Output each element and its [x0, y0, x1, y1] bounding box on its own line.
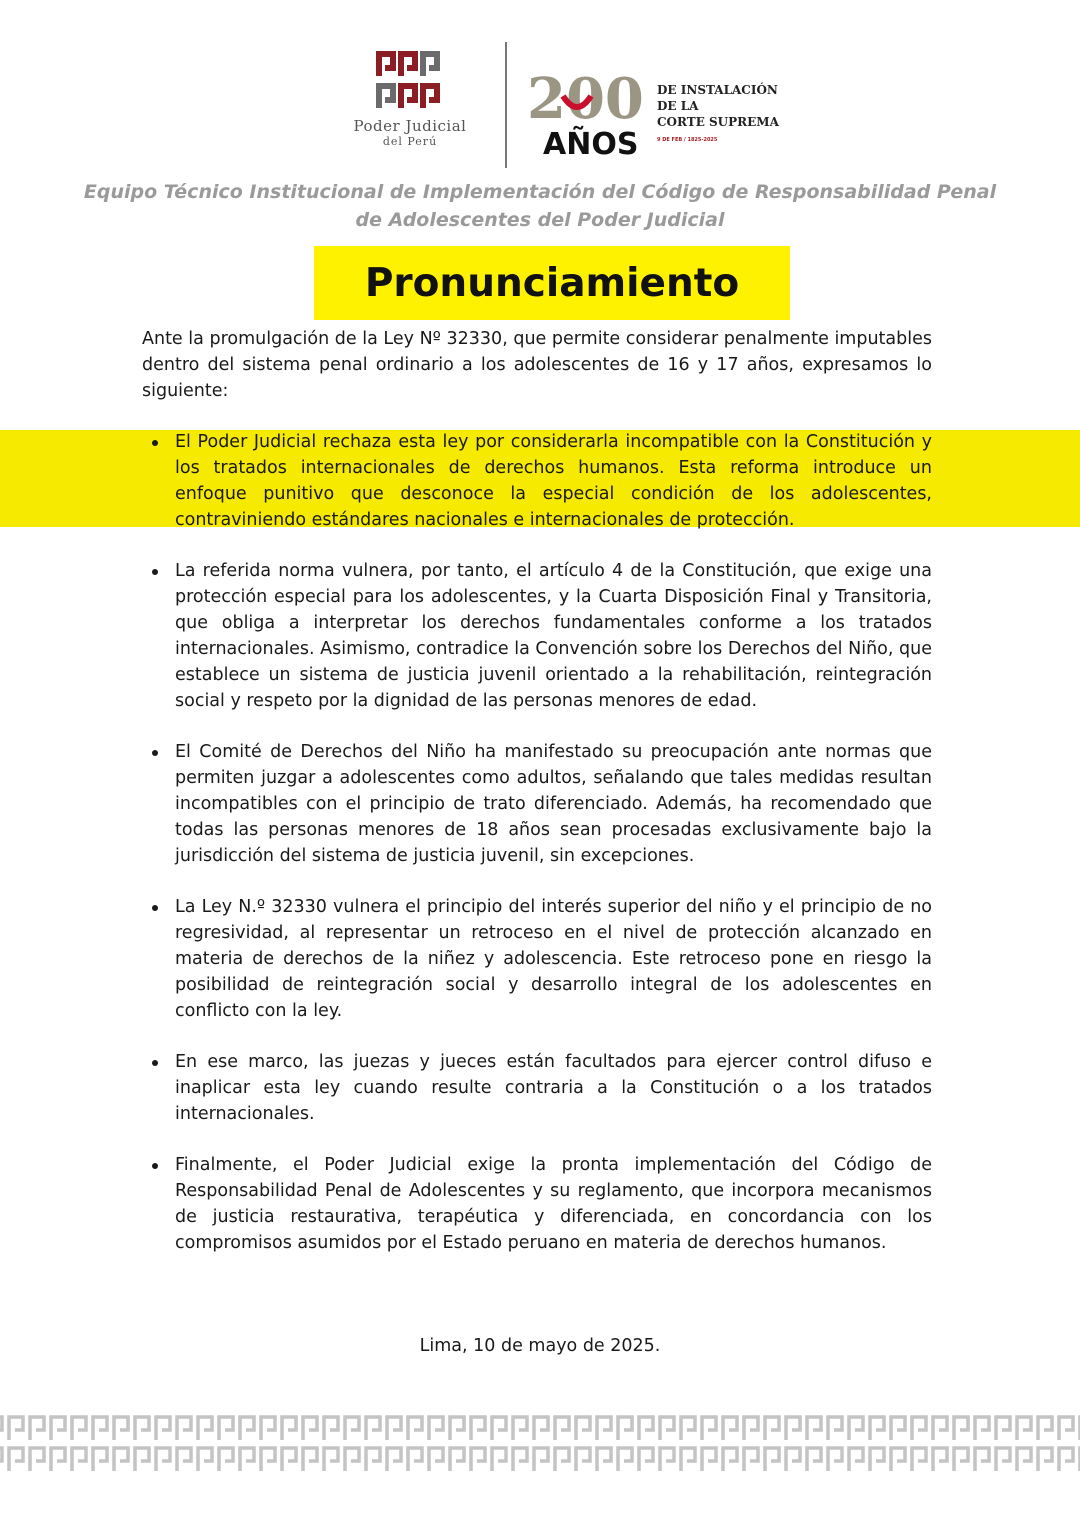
- closing-date: Lima, 10 de mayo de 2025.: [419, 1336, 661, 1356]
- title-banner: [314, 246, 790, 320]
- poder-judicial-emblem-icon: [375, 50, 445, 110]
- institution-name: Poder Judicial: [353, 117, 467, 135]
- poder-judicial-logo: [340, 50, 480, 165]
- institution-sub: del Perú: [382, 135, 438, 148]
- list-item: Finalmente, el Poder Judicial exige la pronta implementación del Código de Responsabilidad Penal de Adolescentes y su reglamento, que incorpora mecanismos de justicia restaurativa, terapéutica y diferenciada, en concordancia con los compromisos asumidos por el Estado peruano en materia de derechos humanos.: [142, 1153, 932, 1257]
- anniversary-word: AÑOS: [543, 127, 639, 161]
- anniversary-line-1: DE INSTALACIÓN: [657, 83, 778, 97]
- intro-paragraph: Ante la promulgación de la Ley Nº 32330, que permite considerar penalmente imputables dentro del sistema penal ordinario a los adolescentes de 16 y 17 años, expresamos lo siguiente:: [142, 329, 932, 401]
- team-title: Equipo Técnico Institucional de Implementación del Código de Responsabilidad Penal de Adolescentes del Poder Judicial: [83, 181, 997, 231]
- anniversary-dates: 9 DE FEB / 1825-2025: [657, 137, 718, 143]
- page-title: Pronunciamiento: [364, 260, 740, 306]
- anniversary-line-3: CORTE SUPREMA: [657, 115, 779, 129]
- header-divider: [505, 42, 507, 168]
- anniversary-number: 200: [527, 66, 644, 132]
- list-item: La referida norma vulnera, por tanto, el artículo 4 de la Constitución, que exige una protección especial para los adolescentes, y la Cuarta Disposición Final y Transitoria, que obliga a interpretar los derechos fundamentales conforme a los tratados internacionales. Asimismo, contradice la Convención sobre los Derechos del Niño, que establece un sistema de justicia juvenil orientado a la rehabilitación, reintegración social y respeto por la dignidad de las personas menores de edad.: [142, 559, 932, 714]
- anniversary-emblem: [525, 66, 655, 161]
- anniversary-logo: [525, 66, 795, 166]
- list-item: La Ley N.º 32330 vulnera el principio del interés superior del niño y el principio de no regresividad, al representar un retroceso en el nivel de protección alcanzado en materia de derechos de la niñez y adolescencia. Este retroceso pone en riesgo la posibilidad de reintegración social y desarrollo integral de los adolescentes en conflicto con la ley.: [142, 895, 932, 1025]
- list-item: El Poder Judicial rechaza esta ley por considerarla incompatible con la Constitución y los tratados internacionales de derechos humanos. Esta reforma introduce un enfoque punitivo que desconoce la especial condición de los adolescentes, contraviniendo estándares nacionales e internacionales de protección.: [142, 430, 932, 534]
- statement-list: [142, 430, 932, 1282]
- anniversary-text: [657, 82, 779, 148]
- list-item: El Comité de Derechos del Niño ha manifestado su preocupación ante normas que permiten juzgar a adolescentes como adultos, señalando que tales medidas resultan incompatibles con el principio de trato diferenciado. Además, ha recomendado que todas las personas menores de 18 años sean procesadas exclusivamente bajo la jurisdicción del sistema de justicia juvenil, sin excepciones.: [142, 740, 932, 870]
- list-item: En ese marco, las juezas y jueces están facultados para ejercer control difuso e inaplicar esta ley cuando resulte contraria a la Constitución o a los tratados internacionales.: [142, 1050, 932, 1128]
- footer-pattern-fill: [0, 1413, 1080, 1475]
- anniversary-line-2: DE LA: [657, 99, 699, 113]
- header-logos: [0, 40, 1080, 175]
- footer-pattern: [0, 1413, 1080, 1475]
